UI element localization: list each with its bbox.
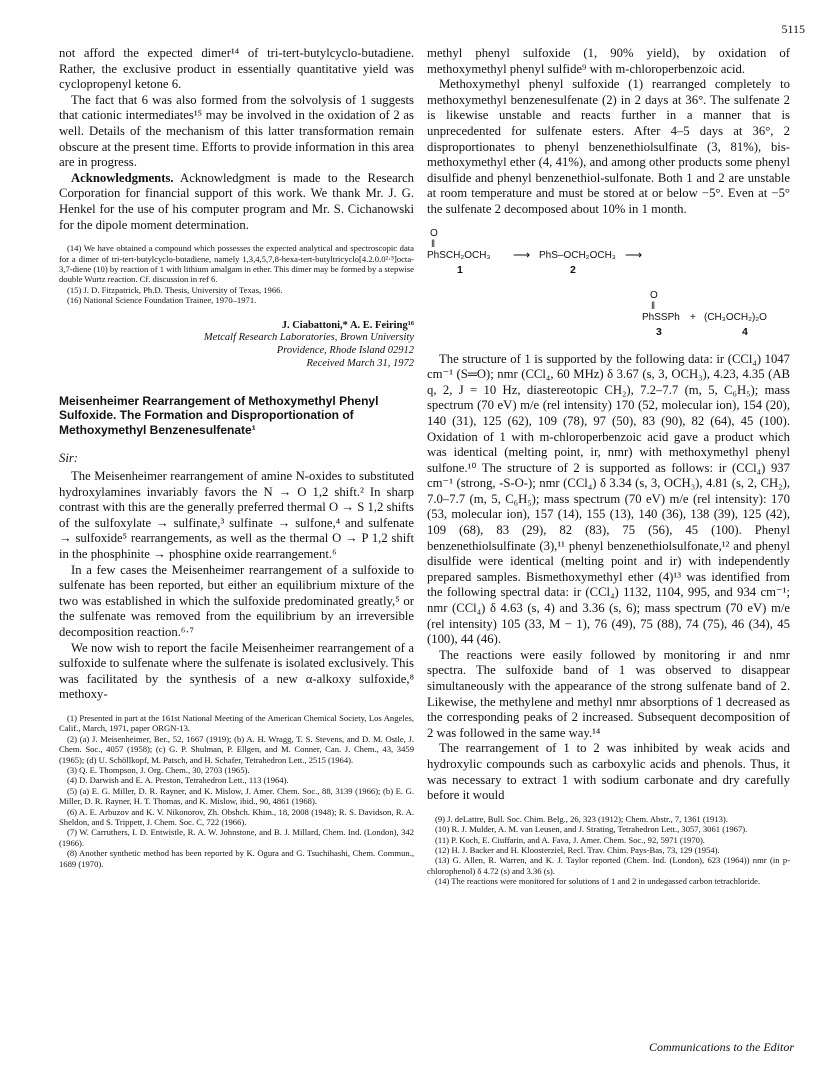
footnote: (1) Presented in part at the 161st National Meeting of the American Chemical Society, Los Angeles, Calif., March, 1971, paper ORGN-13. xyxy=(59,712,414,734)
scheme-compound-2: PhS–OCH₂OCH₃ xyxy=(539,249,616,261)
footnote: (5) (a) E. G. Miller, D. R. Rayner, and K. Mislow, J. Amer. Chem. Soc., 88, 3139 (1966); (b) E. G. Miller, D. R. Rayner, H. T. Thomas, and K. Mislow, ibid., 90, 4861 (1968). xyxy=(59,785,414,807)
footnote: (9) J. deLattre, Bull. Soc. Chim. Belg., 26, 323 (1912); Chem. Abstr., 7, 1361 (1913). xyxy=(435,813,728,824)
body-paragraph: methyl phenyl sulfoxide (1, 90% yield), by oxidation of methoxymethyl phenyl sulfide⁹ with m-chloroperbenzoic acid. xyxy=(427,46,790,76)
signature-authors: J. Ciabattoni,* A. E. Feiring¹⁶ xyxy=(281,319,414,331)
signature-address: Providence, Rhode Island 02912 xyxy=(276,344,414,356)
footnote: (8) Another synthetic method has been reported by K. Ogura and G. Tsuchihashi, Chem. Commun., 1689 (1970). xyxy=(59,848,414,869)
body-paragraph: The fact that 6 was also formed from the solvolysis of 1 suggests that cationic intermediates¹⁵ may be involved in the oxidation of 2 as well. Details of the mechanism of this latter transformation remain obscure at the present time. Efforts to provide information in this area are in progress. xyxy=(59,92,414,170)
body-paragraph: Methoxymethyl phenyl sulfoxide (1) rearranged completely to methoxymethyl benzenesulfenate (2) in 2 days at 36°. The sulfenate 2 is likewise unstable and reacts further in a manner that is unprecedented for sulfenate esters. After 4–5 days at 36°, 2 disproportionates to phenyl benzenethiolsulfinate (3, 81%), bis-methoxymethyl ether (4, 41%), and among other products some phenyl disulfide and phenyl benzenethiol-sulfonate. Both 1 and 2 are unstable at room temperature and must be stored at or below −5°. Even at −5° the sulfenate 2 decomposed about 10% in 1 month. xyxy=(427,77,790,216)
scheme-label-4: 4 xyxy=(742,325,748,338)
footnote: (10) R. J. Mulder, A. M. van Leusen, and J. Strating, Tetrahedron Lett., 3057, 3061 (1967). xyxy=(435,824,748,835)
body-paragraph: The Meisenheimer rearrangement of amine N-oxides to substituted hydroxylamines invariably favors the N → O 1,2 shift.² In sharp contrast with this are the generally preferred thermal O → S 1,2 shifts of the sulfoxylate → sulfinate,³ sulfinate → sulfone,⁴ and sulfenate → sulfoxide⁵ rearrangements, as well as the thermal O → P 1,2 shift in the phosphinite → phosphine oxide rearrangement.⁶ xyxy=(59,469,414,562)
scheme-arrow-1: ⟶ xyxy=(513,247,531,262)
footnote: (4) D. Darwish and E. A. Preston, Tetrahedron Lett., 113 (1964). xyxy=(67,775,289,786)
scheme-plus: + xyxy=(690,311,696,323)
footnote: (13) G. Allen, R. Warren, and K. J. Taylor reported (Chem. Ind. (London), 623 (1964)) nmr (in p-chlorophenol) δ 4.72 (s) and 3.36 (s). xyxy=(427,855,790,876)
right-column xyxy=(427,46,790,1052)
footnote: (14) We have obtained a compound which possesses the expected analytical and spectroscopic data for a dimer of tri-tert-butylcyclo-butadiene, namely 1,3,4,5,7,8-hexa-tert-butyltricyclo[4.2.0.0²·⁵]octa-3,7-diene (10) by reaction of 1 with lithium amalgam in ether. This dimer may be formed by a stepwise double Wurtz reaction. Cf. discussion in ref 6. xyxy=(59,243,414,285)
salutation: Sir: xyxy=(59,451,79,466)
body-paragraph: The reactions were easily followed by monitoring ir and nmr spectra. The sulfoxide band of 1 was observed to disappear simultaneously with the appearance of the strong sulfenate band of 2. Likewise, the methylene and methyl nmr absorptions of 1 decreased as the corresponding peaks of 2 increased. Subsequent decomposition of 2 was followed in the same way.¹⁴ xyxy=(427,647,790,740)
scheme-oxygen-2: O xyxy=(650,289,658,301)
scheme-double-bond-1: ‖ xyxy=(431,238,436,250)
footnote: (7) W. Carruthers, I. D. Entwistle, R. A. W. Johnstone, and B. J. Millard, Chem. Ind. (London), 342 (1966). xyxy=(59,827,414,848)
body-paragraph: not afford the expected dimer¹⁴ of tri-tert-butylcyclo-butadiene. Rather, the exclusive product in essentially quantitative yield was cyclopropenyl ketone 6. xyxy=(59,46,414,92)
journal-section-footer: Communications to the Editor xyxy=(649,1040,794,1054)
footnote: (11) P. Koch, E. Ciuffarin, and A. Fava, J. Amer. Chem. Soc., 92, 5971 (1970). xyxy=(435,834,705,845)
footnote: (2) (a) J. Meisenheimer, Ber., 52, 1667 (1919); (b) A. H. Wragg, T. S. Stevens, and D. M. Ostle, J. Chem. Soc., 4057 (1958); (c) G. P. Shulman, P. Ellgen, and M. Conner, Can. J. Chem., 43, 3459 (1965); (d) U. Schöllkopf, M. Patsch, and H. Schafer, Tetrahedron Lett., 2515 (1964). xyxy=(59,733,414,765)
body-paragraph: The rearrangement of 1 to 2 was inhibited by weak acids and hydroxylic compounds such as carboxylic acids and phenols. Thus, it was necessary to extract 1 with sodium carbonate and dry carefully before it would xyxy=(427,741,790,803)
acknowledgments-paragraph xyxy=(59,171,414,233)
article-footnotes-continued xyxy=(427,814,790,887)
acknowledgments-heading: Acknowledgments. xyxy=(71,170,174,185)
article-footnotes xyxy=(59,713,414,869)
scheme-label-2: 2 xyxy=(570,263,576,276)
scheme-label-3: 3 xyxy=(656,325,662,338)
previous-article-footnotes xyxy=(59,243,414,305)
acknowledgments-text: Acknowledgment is made to the Research Corporation for financial support of this work. We thank Mr. J. G. Henkel for the use of his computer program and Mr. S. Cichanowski for the dipole moment determination. xyxy=(59,170,414,232)
scheme-compound-4: (CH₃OCH₂)₂O xyxy=(704,311,767,323)
footnote: (15) J. D. Fitzpatrick, Ph.D. Thesis, University of Texas, 1966. xyxy=(67,284,283,295)
body-paragraph: In a few cases the Meisenheimer rearrangement of a sulfoxide to sulfenate has been reported, but either an equilibrium mixture of the two was established in which the sulfoxide predominated greatly,⁵ or the sulfenate was removed from the equilibrium by an irreversible decomposition reaction.⁶·⁷ xyxy=(59,562,414,639)
footnote: (3) Q. E. Thompson, J. Org. Chem., 30, 2703 (1965). xyxy=(67,765,250,775)
footnote: (14) The reactions were monitored for solutions of 1 and 2 in undegassed carbon tetrachloride. xyxy=(435,876,761,887)
scheme-oxygen-1: O xyxy=(430,227,438,239)
scheme-double-bond-2: ‖ xyxy=(651,300,656,312)
article-title: Meisenheimer Rearrangement of Methoxymethyl Phenyl Sulfoxide. The Formation and Disproportionation of Methoxymethyl Benzenesulfenate¹ xyxy=(59,393,379,437)
scheme-arrow-2: ⟶ xyxy=(625,247,643,262)
page-number: 5115 xyxy=(781,22,805,36)
signature-affiliation: Metcalf Research Laboratories, Brown University xyxy=(203,331,414,343)
left-column xyxy=(59,46,414,1052)
footnote: (6) A. E. Arbuzov and K. V. Nikonorov, Zh. Obshch. Khim., 18, 2008 (1948); R. S. Davidson, R. A. Sheldon, and S. Trippett, J. Chem. Soc. C, 722 (1966). xyxy=(59,806,414,828)
scheme-label-1: 1 xyxy=(457,263,463,276)
body-paragraph: The structure of 1 is supported by the following data: ir (CCl₄) 1047 cm⁻¹ (S═O); nmr (CCl₄, 60 MHz) δ 3.67 (s, 3, OCH₃), 4.23, 4.35 (AB q, 2, J = 10 Hz, diastereotopic CH₂), 7.2–7.7 (m, 5, C₆H₅); mass spectrum (70 eV) m/e (rel intensity) 170 (52, molecular ion), 154 (20), 140 (31), 125 (62), 109 (78), 97 (50), 83 (90), 82 (64), 45 (100). Oxidation of 1 with m-chloroperbenzoic acid gave a product which was identical (melting point, ir, nmr) with methoxymethyl phenyl sulfone.¹⁰ The structure of 2 is supported as follows: ir (CCl₄) 937 cm⁻¹ (strong, -S-O-); nmr (CCl₄) δ 3.34 (s, 3, OCH₃), 4.81 (s, 2, CH₂), 7.0–7.7 (m, 5, C₆H₅); mass spectrum (70 eV) m/e (rel intensity): 170 (53, molecular ion), 157 (14), 155 (13), 140 (36), 138 (39), 125 (42), 109 (68), 83 (29), 82 (83), 75 (56), 45 (100). Phenyl benzenethiolsulfinate (3),¹¹ phenyl benzenethiolsulfonate,¹² and phenyl disulfide were identical (melting point and ir) with independently prepared samples. Bismethoxymethyl ether (4)¹³ was identified from the following spectral data: ir (CCl₄) 1132, 1104, 995, and 934 cm⁻¹; nmr (CCl₄) δ 4.63 (s, 4) and 3.36 (s, 6); mass spectrum (70 eV) m/e (rel intensity) 105 (33, M − 1), 76 (49), 75 (88), 74 (75), 46 (34), 45 (100), 44 (46). xyxy=(427,351,790,647)
footnote: (12) H. J. Backer and H. Kloosterziel, Recl. Trav. Chim. Pays-Bas, 73, 129 (1954). xyxy=(435,844,720,855)
reaction-scheme xyxy=(427,228,790,346)
body-paragraph: We now wish to report the facile Meisenheimer rearrangement of a sulfoxide to sulfenate where the sulfenate is isolated exclusively. This was facilitated by the synthesis of a new α-alkoxy sulfoxide,⁸ methoxy- xyxy=(59,640,414,702)
scheme-compound-1: PhSCH₂OCH₃ xyxy=(427,249,491,261)
footnote: (16) National Science Foundation Trainee, 1970–1971. xyxy=(67,295,257,306)
scheme-compound-3: PhSSPh xyxy=(642,311,680,323)
received-date: Received March 31, 1972 xyxy=(306,357,414,369)
